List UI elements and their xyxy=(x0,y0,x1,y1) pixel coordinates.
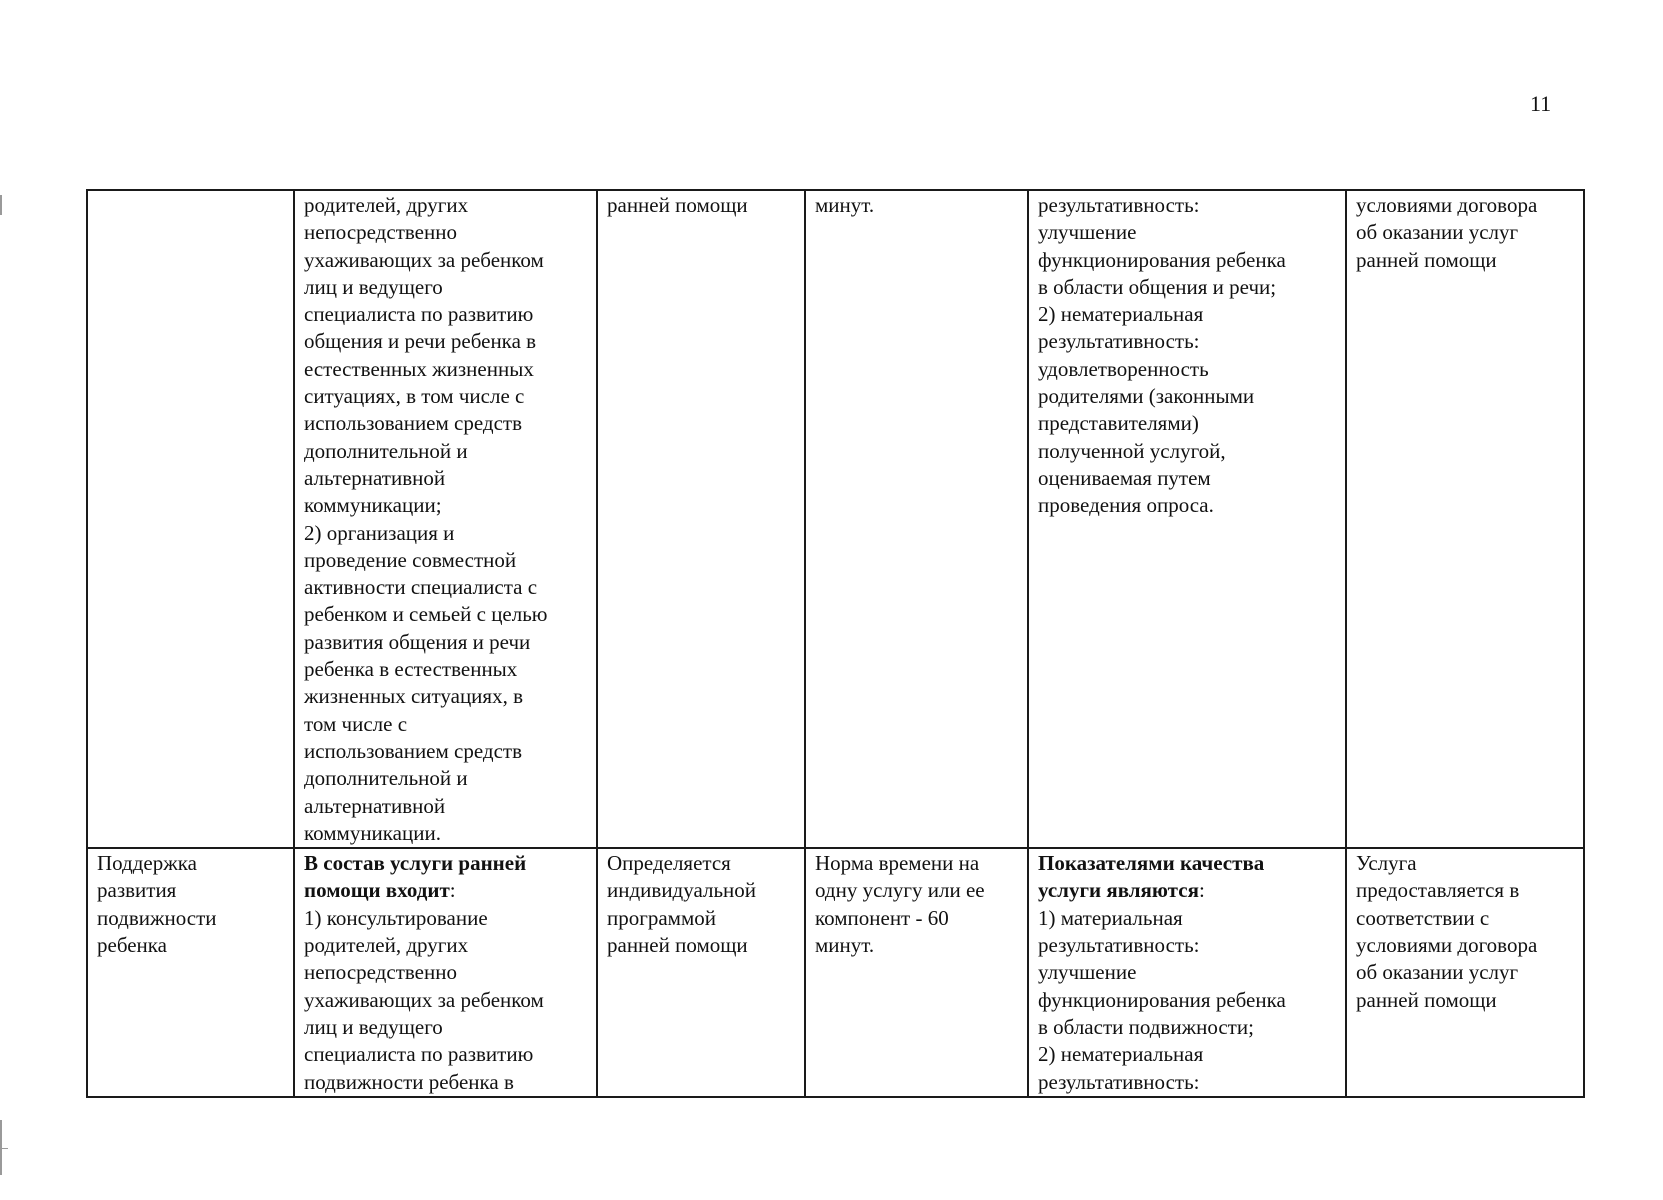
cell-text-line: 2) организация и xyxy=(304,520,455,545)
cell-text-line: индивидуальной xyxy=(607,878,756,903)
cell-text-line: ситуациях, в том числе с xyxy=(304,384,525,409)
cell-text-line: Определяется xyxy=(607,851,731,876)
cell-text-line: функционирования ребенка xyxy=(1038,987,1286,1012)
cell-text-line: предоставляется в xyxy=(1356,878,1520,903)
scan-edge-mark xyxy=(0,195,2,215)
cell-text-line: условиями договора xyxy=(1356,193,1538,217)
service-time-norm-cell xyxy=(805,848,1028,1097)
quality-heading-line: услуги являются: xyxy=(1038,878,1205,903)
service-time-norm-cell xyxy=(805,190,1028,848)
cell-text-line: дополнительной и xyxy=(304,766,468,791)
cell-text-line: ребенка в естественных xyxy=(304,657,518,682)
table-row xyxy=(87,848,1584,1097)
cell-text-line: Норма времени на xyxy=(815,851,980,876)
cell-text-line: результативность: xyxy=(1038,329,1200,354)
cell-text-line: развития общения и речи xyxy=(304,629,531,654)
cell-text-line: специалиста по развитию xyxy=(304,1042,534,1067)
cell-text-line: ребенком и семьей с целью xyxy=(304,602,548,627)
cell-text-line: ранней помощи xyxy=(1356,987,1497,1012)
service-name-cell xyxy=(87,848,294,1097)
cell-text-line: условиями договора xyxy=(1356,933,1538,958)
cell-text-line: об оказании услуг xyxy=(1356,220,1519,245)
cell-text-line: развития xyxy=(97,878,177,903)
cell-text-line: ухаживающих за ребенком xyxy=(304,247,544,272)
cell-text-line: программой xyxy=(607,905,716,930)
cell-text-line: проведения опроса. xyxy=(1038,493,1214,518)
cell-text-line: общения и речи ребенка в xyxy=(304,329,537,354)
cell-text-line: жизненных ситуациях, в xyxy=(304,684,523,709)
cell-text-line: результативность: xyxy=(1038,933,1200,958)
cell-text-line: об оказании услуг xyxy=(1356,960,1519,985)
quality-heading-line: Показателями качества xyxy=(1038,851,1265,876)
cell-text-line: в области общения и речи; xyxy=(1038,274,1277,299)
cell-text-line: 2) нематериальная xyxy=(1038,1042,1204,1067)
cell-text-line: том числе с xyxy=(304,711,408,736)
cell-text-line: улучшение xyxy=(1038,960,1137,985)
service-conditions-cell xyxy=(1346,190,1584,848)
cell-text-line: подвижности xyxy=(97,905,217,930)
cell-text-line: полученной услугой, xyxy=(1038,438,1226,463)
cell-text-line: улучшение xyxy=(1038,220,1137,245)
cell-text-line: ранней помощи xyxy=(607,193,748,217)
service-content-cell xyxy=(294,848,597,1097)
cell-text-line: активности специалиста с xyxy=(304,575,538,600)
cell-text-line: минут. xyxy=(815,933,875,958)
cell-text-line: коммуникации; xyxy=(304,493,442,518)
cell-text-line: ранней помощи xyxy=(1356,247,1497,272)
scan-edge-tick xyxy=(0,1148,8,1149)
cell-text-line: специалиста по развитию xyxy=(304,302,534,327)
cell-text-line: проведение совместной xyxy=(304,547,517,572)
cell-text-line: соответствии с xyxy=(1356,905,1490,930)
cell-text-line: одну услугу или ее xyxy=(815,878,985,903)
cell-text-line: подвижности ребенка в xyxy=(304,1069,514,1094)
cell-text-line: ухаживающих за ребенком xyxy=(304,987,544,1012)
service-content-cell xyxy=(294,190,597,848)
table-row xyxy=(87,190,1584,848)
cell-text-line: дополнительной и xyxy=(304,438,468,463)
cell-text-line: естественных жизненных xyxy=(304,356,534,381)
service-conditions-cell xyxy=(1346,848,1584,1097)
quality-indicators-cell xyxy=(1028,190,1346,848)
cell-text-line: использованием средств xyxy=(304,411,523,436)
content-heading-line: В состав услуги ранней xyxy=(304,851,527,876)
cell-text-line: компонент - 60 xyxy=(815,905,949,930)
cell-text-line: 2) нематериальная xyxy=(1038,302,1204,327)
cell-text-line: оцениваемая путем xyxy=(1038,465,1211,490)
content-heading-line: помощи входит: xyxy=(304,878,456,903)
cell-text-line: ребенка xyxy=(97,933,167,958)
cell-text-line: Поддержка xyxy=(97,851,197,876)
cell-text-line: минут. xyxy=(815,193,875,217)
cell-text-line: родителями (законными xyxy=(1038,384,1255,409)
cell-text-line: родителей, других xyxy=(304,193,469,217)
quality-indicators-cell xyxy=(1028,848,1346,1097)
cell-text-line: альтернативной xyxy=(304,793,446,818)
cell-text-line: в области подвижности; xyxy=(1038,1014,1254,1039)
service-volume-cell xyxy=(597,848,805,1097)
cell-text-line: результативность: xyxy=(1038,193,1200,217)
cell-text-line: коммуникации. xyxy=(304,820,441,845)
cell-text-line: ранней помощи xyxy=(607,933,748,958)
cell-text-line: функционирования ребенка xyxy=(1038,247,1286,272)
cell-text-line: лиц и ведущего xyxy=(304,1014,443,1039)
cell-text-line: удовлетворенность xyxy=(1038,356,1209,381)
services-table xyxy=(86,189,1585,1098)
cell-text-line: альтернативной xyxy=(304,465,446,490)
cell-text-line: результативность: xyxy=(1038,1069,1200,1094)
cell-text-line: 1) консультирование xyxy=(304,905,488,930)
cell-text-line: 1) материальная xyxy=(1038,905,1183,930)
cell-text-line: Услуга xyxy=(1356,851,1417,876)
service-volume-cell xyxy=(597,190,805,848)
cell-text-line: лиц и ведущего xyxy=(304,274,443,299)
cell-text-line: непосредственно xyxy=(304,960,457,985)
cell-text-line: представителями) xyxy=(1038,411,1199,436)
page-number: 11 xyxy=(1530,91,1552,116)
cell-text-line: непосредственно xyxy=(304,220,457,245)
cell-text-line: родителей, других xyxy=(304,933,469,958)
service-name-cell xyxy=(87,190,294,848)
cell-text-line: использованием средств xyxy=(304,738,523,763)
